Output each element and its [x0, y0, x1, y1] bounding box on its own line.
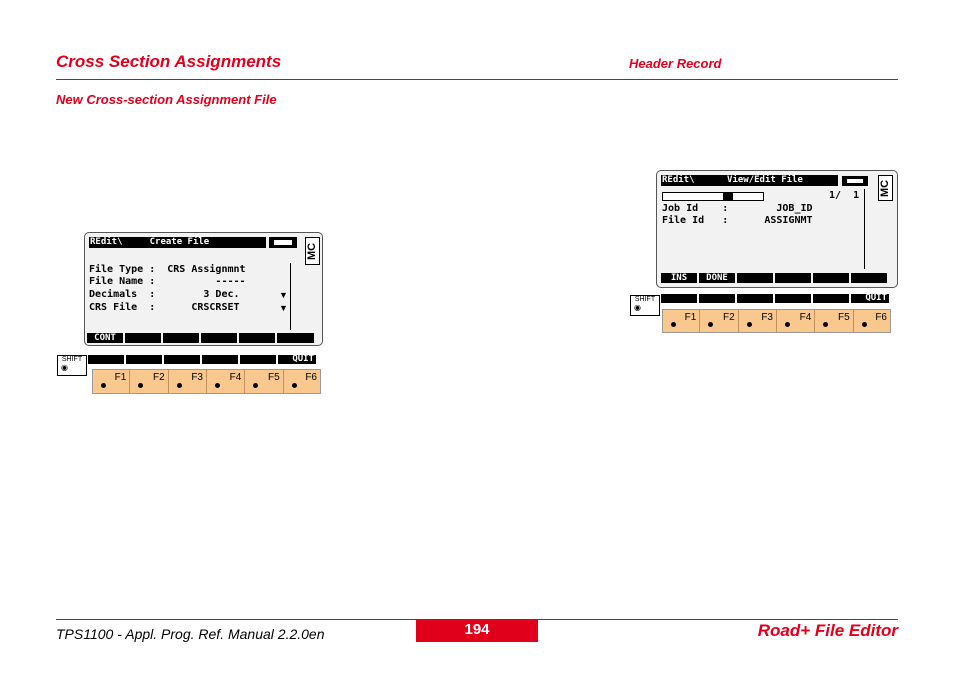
- page-indicator: 1/ 1: [829, 190, 860, 201]
- shift-function-bar: [661, 294, 889, 303]
- f1-key[interactable]: F1: [663, 310, 700, 332]
- mc-badge: MC: [878, 175, 893, 201]
- f5-key[interactable]: F5: [815, 310, 853, 332]
- softkey-2[interactable]: [125, 333, 161, 343]
- page-subtitle: Header Record: [629, 56, 722, 71]
- battery-icon: [842, 176, 868, 186]
- shift-label: SHIFT: [61, 356, 83, 363]
- f5-key[interactable]: F5: [245, 370, 283, 393]
- shift-f4[interactable]: [202, 355, 238, 364]
- softkey-ins[interactable]: INS: [661, 273, 697, 283]
- softkey-3[interactable]: [163, 333, 199, 343]
- f2-key[interactable]: F2: [700, 310, 738, 332]
- f1-key[interactable]: F1: [93, 370, 130, 393]
- softkey-5[interactable]: [813, 273, 849, 283]
- shift-function-bar: [88, 355, 316, 364]
- field-file-type[interactable]: File Type : CRS Assignmnt: [89, 264, 246, 275]
- function-key-row: [662, 309, 891, 333]
- shift-f4[interactable]: [775, 294, 811, 303]
- shift-f5[interactable]: [813, 294, 849, 303]
- shift-key[interactable]: [630, 295, 660, 316]
- shift-dot-icon: ◉: [61, 363, 68, 372]
- softkey-done[interactable]: DONE: [699, 273, 735, 283]
- screen-title-bar: REdit\ View/Edit File: [661, 175, 838, 186]
- shift-f5[interactable]: [240, 355, 276, 364]
- mc-badge: MC: [305, 237, 320, 265]
- lcd-screen-create-file: [84, 232, 323, 346]
- shift-label: SHIFT: [634, 296, 656, 303]
- softkey-4[interactable]: [775, 273, 811, 283]
- progress-fill: [723, 193, 733, 200]
- softkey-bar: [661, 273, 887, 283]
- battery-icon: [269, 237, 297, 248]
- f3-key[interactable]: F3: [169, 370, 207, 393]
- screen-title-bar: REdit\ Create File: [89, 237, 266, 248]
- scrollbar[interactable]: [864, 189, 865, 269]
- page-number: 194: [416, 620, 538, 642]
- field-job-id[interactable]: Job Id : JOB_ID: [662, 203, 813, 214]
- softkey-3[interactable]: [737, 273, 773, 283]
- softkey-5[interactable]: [239, 333, 275, 343]
- scrollbar[interactable]: [290, 263, 291, 330]
- shift-f6-quit[interactable]: QUIT: [851, 294, 889, 303]
- field-crs-file[interactable]: CRS File : CRSCRSET: [89, 302, 240, 313]
- progress-bar: [662, 192, 764, 201]
- f2-key[interactable]: F2: [130, 370, 168, 393]
- shift-f2[interactable]: [126, 355, 162, 364]
- function-key-row: [92, 369, 321, 394]
- softkey-cont[interactable]: CONT: [87, 333, 123, 343]
- softkey-4[interactable]: [201, 333, 237, 343]
- footer-chapter-title: Road+ File Editor: [757, 621, 898, 640]
- shift-f2[interactable]: [699, 294, 735, 303]
- f4-key[interactable]: F4: [777, 310, 815, 332]
- softkey-6[interactable]: [277, 333, 314, 343]
- shift-f1[interactable]: [661, 294, 697, 303]
- shift-f3[interactable]: [164, 355, 200, 364]
- footer-manual-title: TPS1100 - Appl. Prog. Ref. Manual 2.2.0en: [56, 626, 325, 642]
- shift-f6-quit[interactable]: QUIT: [278, 355, 316, 364]
- field-file-name[interactable]: File Name : -----: [89, 276, 246, 287]
- softkey-bar: [87, 333, 314, 343]
- lcd-screen-view-edit-file: [656, 170, 898, 288]
- f3-key[interactable]: F3: [739, 310, 777, 332]
- page-title: Cross Section Assignments: [56, 52, 282, 71]
- shift-key[interactable]: [57, 355, 87, 376]
- section-heading: New Cross-section Assignment File: [56, 92, 277, 107]
- shift-f1[interactable]: [88, 355, 124, 364]
- header-rule: [56, 79, 898, 80]
- f6-key[interactable]: F6: [284, 370, 320, 393]
- arrow-down-icon[interactable]: ▼: [279, 290, 288, 300]
- field-file-id[interactable]: File Id : ASSIGNMT: [662, 215, 813, 226]
- shift-dot-icon: ◉: [634, 303, 641, 312]
- field-decimals[interactable]: Decimals : 3 Dec.: [89, 289, 240, 300]
- shift-f3[interactable]: [737, 294, 773, 303]
- softkey-6[interactable]: [851, 273, 887, 283]
- f4-key[interactable]: F4: [207, 370, 245, 393]
- f6-key[interactable]: F6: [854, 310, 890, 332]
- arrow-down-icon[interactable]: ▼: [279, 303, 288, 313]
